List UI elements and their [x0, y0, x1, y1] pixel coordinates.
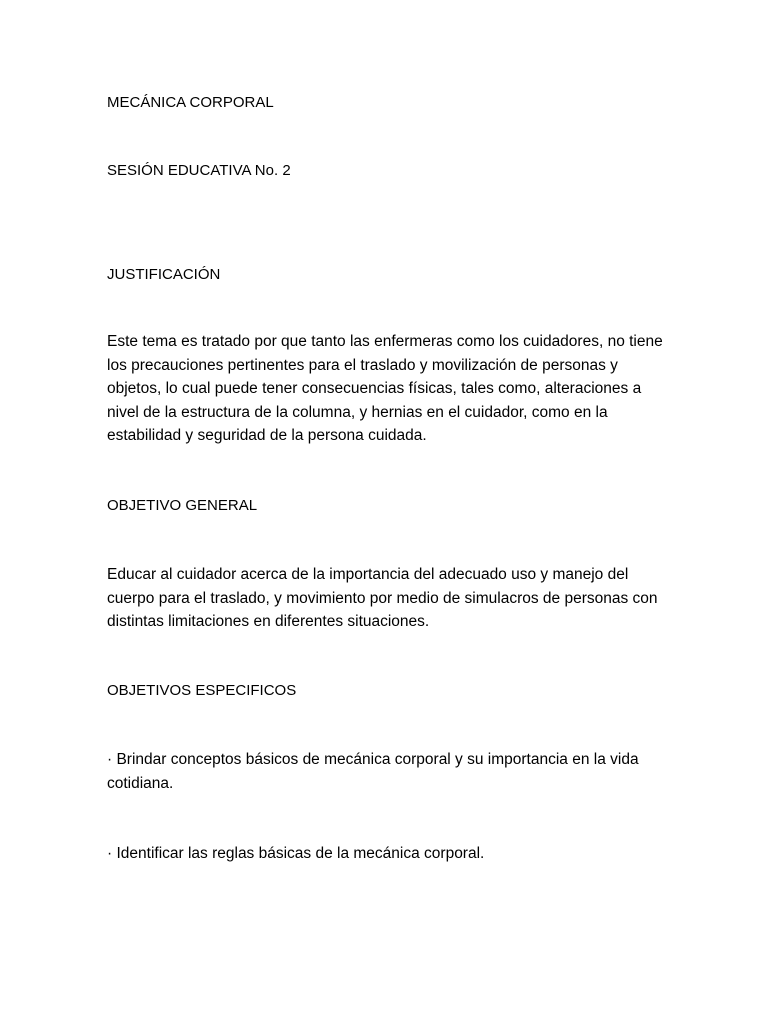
document-title: MECÁNICA CORPORAL — [107, 94, 274, 111]
general-objective-paragraph: Educar al cuidador acerca de la importancia del adecuado uso y manejo del cuerpo para el traslado, y movimiento por medio de simulacros de personas con distintas limitaciones en diferentes situaciones. — [107, 566, 658, 630]
specific-objectives-heading: OBJETIVOS ESPECIFICOS — [107, 682, 297, 699]
specific-objective-item: · Brindar conceptos básicos de mecánica corporal y su importancia en la vida cotidiana. — [107, 751, 639, 792]
justification-heading: JUSTIFICACIÓN — [107, 266, 221, 283]
session-heading: SESIÓN EDUCATIVA No. 2 — [107, 162, 291, 179]
justification-paragraph: Este tema es tratado por que tanto las enfermeras como los cuidadores, no tiene los precauciones pertinentes para el traslado y movilización de personas y objetos, lo cual puede tener consecuencias físicas, tales como, alteraciones a nivel de la estructura de la columna, y hernias en el cuidador, como en la estabilidad y seguridad de la persona cuidada. — [107, 333, 663, 444]
specific-objective-item: · Identificar las reglas básicas de la mecánica corporal. — [107, 845, 485, 862]
general-objective-heading: OBJETIVO GENERAL — [107, 497, 258, 514]
